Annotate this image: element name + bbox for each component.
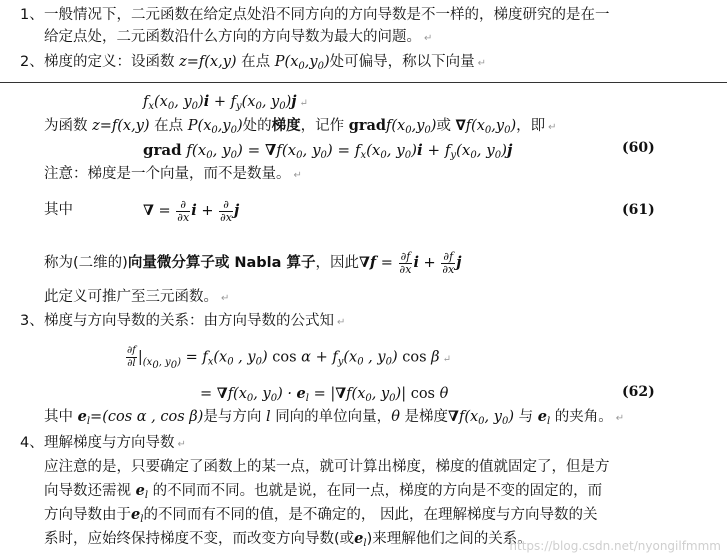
qizhong-label: 其中 [44,202,73,218]
directional-derivative-formula: $\frac{\partial f}{\partial l}$ $|_{(x_0, y_0)} = f_x(x_0$ , $y_0$) $\cos \alpha + f_y(x_0$ , $y_0$) cos β ↵ [127,345,451,371]
item-3-number: 3、 [20,313,44,329]
item-4-line-4: 系时，应始终保持梯度不变，而改变方向导数(或$e_l$)来理解他们之间的关系。 [44,530,532,549]
equation-number-61: (61) [622,202,655,218]
watermark: https://blog.csdn.net/nyongilfmmm [509,539,721,553]
item-2-number: 2、 [20,54,44,70]
equation-number-60: (60) [622,140,655,156]
extend-line: 此定义可推广至三元函数。 ↵ [44,289,230,305]
equation-61: ∇ = $\frac{\partial}{\partial x}$ i + $\frac{\partial}{\partial x}$ j [143,197,240,224]
item-1-number: 1、 [20,7,44,23]
nabla-operator-line: 称为(二维的)向量微分算子或 Nabla 算子，因此∇f = $\frac{\partial f}{\partial x}$ i + $\frac{\partial f}{\partial x}$ j [44,249,462,276]
gradient-vector-formula: $f_x(x_0$, $y_0)i + f_y(x_0$, $y_0)j$ ↵ [143,93,308,112]
item-1-line-2: 给定点处，二元函数沿什么方向的方向导数为最大的问题。 ↵ [44,29,433,45]
unit-vector-line: 其中 $e_l=(\cos$ α , cos β)是与方向 l 同向的单位向量，θ 是梯度$\nabla f(x_0$, $y_0$) 与 $e_l$ 的夹角。 ↵ [44,408,625,427]
item-4-heading: 理解梯度与方向导数 ↵ [44,435,186,451]
item-4-line-2: 向导数还需视 $e_l$ 的不同而不同。也就是说，在同一点，梯度的方向是不变的固定的，而 [44,482,603,501]
equation-62: = $\nabla f(x_0$, $y_0) \cdot e_l = |\nabla f(x_0$, $y_0)|$ cos θ [200,385,449,404]
note-line: 注意：梯度是一个向量，而不是数量。 ↵ [44,166,302,182]
item-4-number: 4、 [20,435,44,451]
equation-60: grad $f(x_0$, $y_0) = \nabla f(x_0$, $y_0) = f_x(x_0$, $y_0)i + f_y(x_0$, $y_0)j$ [143,141,513,161]
gradient-definition-line: 梯度的定义：设函数 z=f(x,y) 在点 $P(x_0,y_0)$处可偏导，称以下向量 ↵ [44,54,486,72]
section-divider [0,82,727,83]
item-3-heading: 梯度与方向导数的关系：由方向导数的公式知 ↵ [44,313,346,329]
gradient-notation-line: 为函数 z=f(x,y) 在点 $P(x_0,y_0)$处的梯度，记作 $gradf(x_0,y_0)$或 $\nabla f(x_0,y_0)$，即 ↵ [44,117,557,136]
equation-number-62: (62) [622,384,655,400]
function-expr: z=f(x,y) [179,54,237,70]
item-4-line-1: 应注意的是，只要确定了函数上的某一点，就可计算出梯度，梯度的值就固定了，但是方 [44,459,610,475]
item-1-line-1: 一般情况下，二元函数在给定点处沿不同方向的方向导数是不一样的，梯度研究的是在一 [44,7,610,23]
point-expr: $P(x_0,y_0)$ [274,54,330,72]
item-4-line-3: 方向导数由于$e_l$的不同而有不同的值，是不确定的， 因此，在理解梯度与方向导数的关 [44,506,598,525]
